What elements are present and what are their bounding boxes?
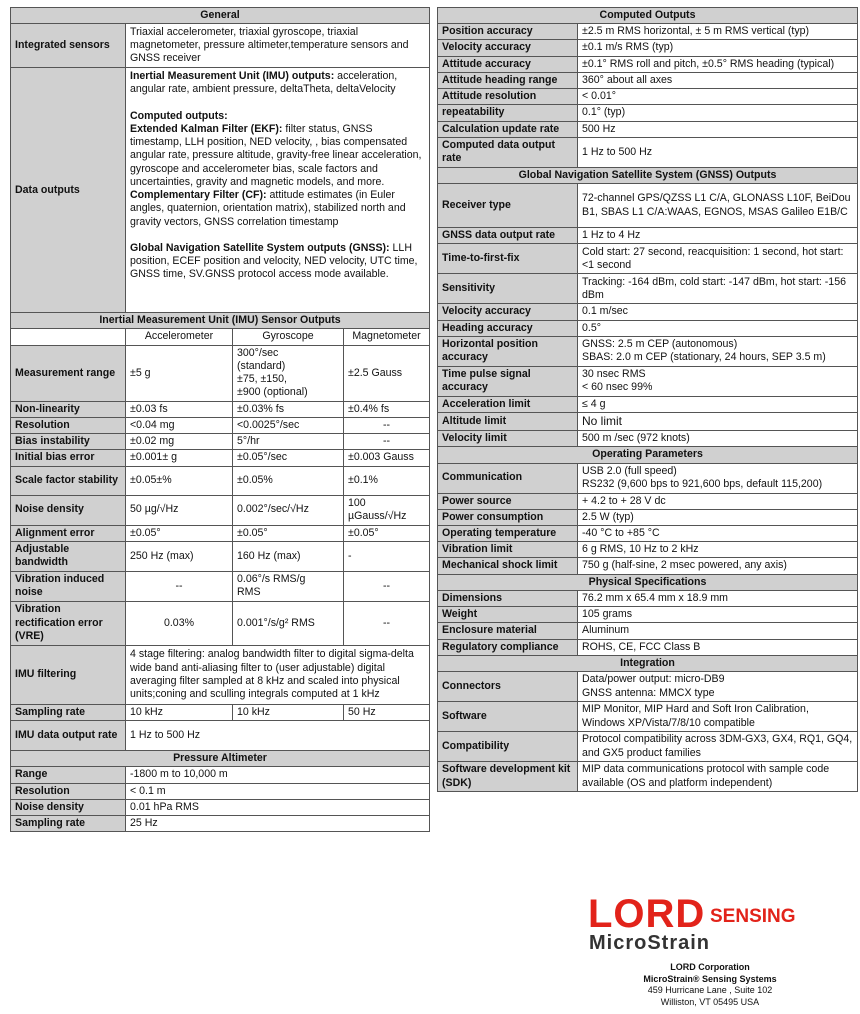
imu-gyro-value: ±0.05°/sec [233, 450, 344, 466]
integration-row-value: Data/power output: micro-DB9 GNSS antenna: MMCX type [578, 672, 858, 702]
gnss-row-value: No limit [578, 413, 858, 431]
imu-acc-value: 50 µg/√Hz [126, 495, 233, 525]
imu-col-accelerometer: Accelerometer [126, 329, 233, 345]
pressure-row-value: 0.01 hPa RMS [126, 799, 430, 815]
logo-microstrain-word: MicroStrain [589, 932, 711, 954]
imu-section-header: Inertial Measurement Unit (IMU) Sensor Outputs [11, 313, 430, 329]
computed-row-label: repeatability [438, 105, 578, 121]
imu-sampling-mag: 50 Hz [344, 704, 430, 720]
integration-row-label: Compatibility [438, 732, 578, 762]
operating-row-label: Power source [438, 493, 578, 509]
computed-row-value: 500 Hz [578, 121, 858, 137]
computed-row-value: ±0.1 m/s RMS (typ) [578, 40, 858, 56]
computed-row-label: Attitude accuracy [438, 56, 578, 72]
imu-acc-value: <0.04 mg [126, 417, 233, 433]
imu-col-gyroscope: Gyroscope [233, 329, 344, 345]
operating-row-value: -40 °C to +85 °C [578, 525, 858, 541]
physical-row-value: 105 grams [578, 607, 858, 623]
left-spec-table [10, 7, 430, 832]
gnss-row-value: 1 Hz to 4 Hz [578, 228, 858, 244]
gnss-outputs-heading: Global Navigation Satellite System outputs (GNSS): [130, 241, 390, 254]
gnss-row-value: 500 m /sec (972 knots) [578, 431, 858, 447]
gnss-row-value: Cold start: 27 second, reacquisition: 1 second, hot start: <1 second [578, 244, 858, 274]
imu-col-magnetometer: Magnetometer [344, 329, 430, 345]
physical-row-label: Weight [438, 607, 578, 623]
cf-text: attitude estimates (in Euler angles, quaternion, orientation matrix), stabilized north and gravity vectors, GNSS correlation timestamp [130, 189, 406, 228]
imu-filtering-label: IMU filtering [11, 645, 126, 704]
imu-row-label: Adjustable bandwidth [11, 541, 126, 571]
imu-mag-value: -- [344, 434, 430, 450]
computed-row-value: 0.1° (typ) [578, 105, 858, 121]
gnss-row-label: Sensitivity [438, 274, 578, 304]
physical-row-label: Dimensions [438, 590, 578, 606]
pressure-row-value: < 0.1 m [126, 783, 430, 799]
imu-row-label: Vibration rectification error (VRE) [11, 601, 126, 645]
operating-row-value: 6 g RMS, 10 Hz to 2 kHz [578, 542, 858, 558]
imu-row-label: Alignment error [11, 525, 126, 541]
integration-row-label: Software development kit (SDK) [438, 762, 578, 792]
imu-sampling-label: Sampling rate [11, 704, 126, 720]
imu-gyro-value: 160 Hz (max) [233, 541, 344, 571]
integration-row-value: MIP data communications protocol with sample code available (OS and platform independent) [578, 762, 858, 792]
computed-section-header: Computed Outputs [438, 8, 858, 24]
imu-acc-value: ±5 g [126, 345, 233, 401]
computed-row-value: ±0.1° RMS roll and pitch, ±0.5° RMS heading (typical) [578, 56, 858, 72]
imu-gyro-value: <0.0025°/sec [233, 417, 344, 433]
lord-sensing-logo [588, 892, 796, 954]
computed-row-label: Attitude resolution [438, 89, 578, 105]
imu-gyro-value: 0.06°/s RMS/g RMS [233, 571, 344, 601]
imu-mag-value: ±0.05° [344, 525, 430, 541]
logo-sensing-word: SENSING [710, 906, 796, 927]
imu-mag-value: 100 µGauss/√Hz [344, 495, 430, 525]
pressure-row-value: -1800 m to 10,000 m [126, 767, 430, 783]
computed-row-value: 360° about all axes [578, 72, 858, 88]
gnss-row-value: 30 nsec RMS < 60 nsec 99% [578, 366, 858, 396]
imu-gyro-value: 5°/hr [233, 434, 344, 450]
imu-acc-value: ±0.02 mg [126, 434, 233, 450]
integration-row-value: MIP Monitor, MIP Hard and Soft Iron Calibration, Windows XP/Vista/7/8/10 compatible [578, 702, 858, 732]
operating-row-label: Power consumption [438, 509, 578, 525]
integrated-sensors-value: Triaxial accelerometer, triaxial gyroscope, triaxial magnetometer, pressure altimeter,temperature sensors and GNSS receiver [126, 24, 430, 68]
imu-gyro-value: 0.001°/s/g² RMS [233, 601, 344, 645]
operating-section-header: Operating Parameters [438, 447, 858, 463]
imu-acc-value: 250 Hz (max) [126, 541, 233, 571]
gnss-row-label: Time pulse signal accuracy [438, 366, 578, 396]
company-street: 459 Hurricane Lane , Suite 102 [647, 985, 773, 995]
gnss-row-label: Horizontal position accuracy [438, 336, 578, 366]
computed-row-label: Attitude heading range [438, 72, 578, 88]
pressure-section-header: Pressure Altimeter [11, 751, 430, 767]
pressure-row-label: Range [11, 767, 126, 783]
imu-mag-value: - [344, 541, 430, 571]
imu-output-rate-label: IMU data output rate [11, 721, 126, 751]
physical-row-label: Enclosure material [438, 623, 578, 639]
ekf-heading: Extended Kalman Filter (EKF): [130, 122, 283, 135]
imu-mag-value: ±0.4% fs [344, 401, 430, 417]
integration-row-label: Connectors [438, 672, 578, 702]
imu-row-label: Resolution [11, 417, 126, 433]
physical-row-value: 76.2 mm x 65.4 mm x 18.9 mm [578, 590, 858, 606]
imu-row-label: Noise density [11, 495, 126, 525]
gnss-outputs-paragraph [130, 242, 425, 282]
right-spec-table [437, 7, 858, 792]
gnss-row-label: Velocity limit [438, 431, 578, 447]
imu-outputs-heading: Inertial Measurement Unit (IMU) outputs: [130, 70, 335, 83]
imu-row-label: Vibration induced noise [11, 571, 126, 601]
imu-acc-value: ±0.001± g [126, 450, 233, 466]
gnss-row-label: Velocity accuracy [438, 304, 578, 320]
gnss-outputs-text: LLH position, ECEF position and velocity, NED velocity, UTC time, GNSS time, SV.GNSS protocol access mode available. [130, 241, 418, 281]
imu-acc-value: ±0.05±% [126, 466, 233, 495]
integration-row-value: Protocol compatibility across 3DM-GX3, GX4, RQ1, GQ4, and GX5 product families [578, 732, 858, 762]
gnss-row-label: Acceleration limit [438, 396, 578, 412]
imu-mag-value: -- [344, 417, 430, 433]
integration-section-header: Integration [438, 655, 858, 671]
cf-heading: Complementary Filter (CF): [130, 189, 267, 202]
gnss-row-label: GNSS data output rate [438, 228, 578, 244]
integration-row-label: Software [438, 702, 578, 732]
computed-row-label: Calculation update rate [438, 121, 578, 137]
imu-row-label: Bias instability [11, 434, 126, 450]
gnss-row-value: 0.5° [578, 320, 858, 336]
imu-sampling-acc: 10 kHz [126, 704, 233, 720]
physical-section-header: Physical Specifications [438, 574, 858, 590]
operating-row-value: 750 g (half-sine, 2 msec powered, any axis) [578, 558, 858, 574]
imu-gyro-value: 0.002°/sec/√Hz [233, 495, 344, 525]
operating-row-value: USB 2.0 (full speed) RS232 (9,600 bps to 921,600 bps, default 115,200) [578, 463, 858, 493]
cf-paragraph [130, 189, 425, 229]
company-name: LORD Corporation [670, 962, 750, 972]
computed-row-label: Position accuracy [438, 24, 578, 40]
pressure-row-label: Resolution [11, 783, 126, 799]
imu-mag-value: ±0.1% [344, 466, 430, 495]
imu-gyro-value: ±0.05° [233, 525, 344, 541]
company-division: MicroStrain® Sensing Systems [643, 973, 777, 984]
general-section-header: General [11, 8, 430, 24]
physical-row-label: Regulatory compliance [438, 639, 578, 655]
computed-row-label: Velocity accuracy [438, 40, 578, 56]
imu-sampling-gyro: 10 kHz [233, 704, 344, 720]
computed-outputs-heading: Computed outputs: [130, 109, 228, 122]
imu-row-label: Scale factor stability [11, 466, 126, 495]
gnss-row-value: GNSS: 2.5 m CEP (autonomous) SBAS: 2.0 m CEP (stationary, 24 hours, SEP 3.5 m) [578, 336, 858, 366]
gnss-row-value: 72-channel GPS/QZSS L1 C/A, GLONASS L10F, BeiDou B1, SBAS L1 C/A:WAAS, EGNOS, MSAS Galileo E1B/C [578, 184, 858, 228]
imu-col-blank [11, 329, 126, 345]
gnss-row-value: 0.1 m/sec [578, 304, 858, 320]
imu-mag-value: ±0.003 Gauss [344, 450, 430, 466]
computed-row-label: Computed data output rate [438, 137, 578, 167]
operating-row-value: 2.5 W (typ) [578, 509, 858, 525]
pressure-row-label: Sampling rate [11, 815, 126, 831]
gnss-row-label: Altitude limit [438, 413, 578, 431]
data-outputs-value [126, 68, 430, 313]
data-outputs-label: Data outputs [11, 68, 126, 313]
gnss-row-value: Tracking: -164 dBm, cold start: -147 dBm, hot start: -156 dBm [578, 274, 858, 304]
imu-acc-value: -- [126, 571, 233, 601]
imu-output-rate-value: 1 Hz to 500 Hz [126, 721, 430, 751]
imu-outputs-paragraph [130, 70, 425, 96]
ekf-paragraph [130, 123, 425, 189]
gnss-row-value: ≤ 4 g [578, 396, 858, 412]
gnss-section-header: Global Navigation Satellite System (GNSS) Outputs [438, 167, 858, 183]
imu-mag-value: -- [344, 571, 430, 601]
operating-row-label: Operating temperature [438, 525, 578, 541]
imu-acc-value: 0.03% [126, 601, 233, 645]
imu-row-label: Non-linearity [11, 401, 126, 417]
imu-gyro-value: ±0.05% [233, 466, 344, 495]
ekf-text: filter status, GNSS timestamp, LLH position, NED velocity, , bias compensated angular rate, pressure altitude, gravity-free linear acceleration, gyroscope and accelerometer bias, scale factors and uncertainties, gravity and magnetic models, and more. [130, 122, 422, 188]
operating-row-value: + 4.2 to + 28 V dc [578, 493, 858, 509]
operating-row-label: Vibration limit [438, 542, 578, 558]
imu-row-label: Initial bias error [11, 450, 126, 466]
gnss-row-label: Heading accuracy [438, 320, 578, 336]
imu-mag-value: -- [344, 601, 430, 645]
computed-row-value: ±2.5 m RMS horizontal, ± 5 m RMS vertical (typ) [578, 24, 858, 40]
operating-row-label: Mechanical shock limit [438, 558, 578, 574]
company-city: Williston, VT 05495 USA [660, 996, 760, 1007]
operating-row-label: Communication [438, 463, 578, 493]
pressure-row-label: Noise density [11, 799, 126, 815]
imu-acc-value: ±0.05° [126, 525, 233, 541]
imu-gyro-value: ±0.03% fs [233, 401, 344, 417]
physical-row-value: ROHS, CE, FCC Class B [578, 639, 858, 655]
integrated-sensors-label: Integrated sensors [11, 24, 126, 68]
imu-row-label: Measurement range [11, 345, 126, 401]
imu-filtering-value: 4 stage filtering: analog bandwidth filter to digital sigma-delta wide band anti-aliasing filter to (user adjustable) digital averaging filter sampled at 8 kHz and scaled into physical units;coning and sculling integrals computed at 1 kHz [126, 645, 430, 704]
imu-gyro-value: 300°/sec (standard) ±75, ±150, ±900 (optional) [233, 345, 344, 401]
physical-row-value: Aluminum [578, 623, 858, 639]
logo-word: LORD [588, 892, 706, 936]
imu-outputs-text: acceleration, angular rate, ambient pressure, deltaTheta, deltaVelocity [130, 70, 398, 96]
computed-row-value: < 0.01° [578, 89, 858, 105]
gnss-row-label: Receiver type [438, 184, 578, 228]
imu-acc-value: ±0.03 fs [126, 401, 233, 417]
imu-mag-value: ±2.5 Gauss [344, 345, 430, 401]
company-address [560, 962, 860, 1008]
gnss-row-label: Time-to-first-fix [438, 244, 578, 274]
computed-row-value: 1 Hz to 500 Hz [578, 137, 858, 167]
pressure-row-value: 25 Hz [126, 815, 430, 831]
